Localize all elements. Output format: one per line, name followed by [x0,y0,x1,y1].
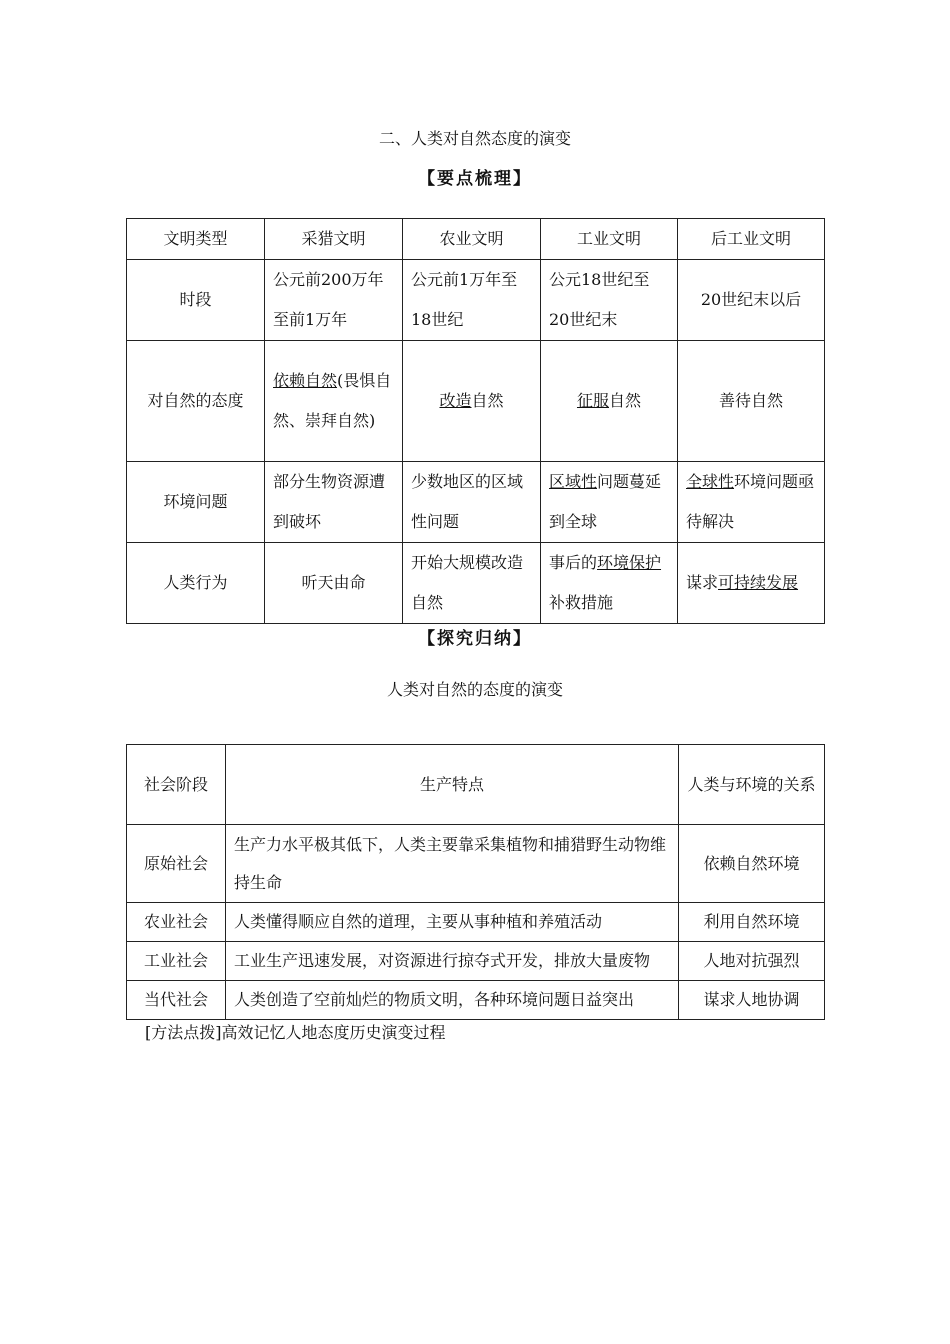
feature-cell: 工业生产迅速发展，对资源进行掠夺式开发，排放大量废物 [226,942,679,981]
method-tip: [方法点拨]高效记忆人地态度历史演变过程 [145,1023,446,1042]
table-cell [265,341,403,462]
society-table [126,744,825,1020]
cell-text: 补救措施 [549,593,614,612]
underlined-term: 全球性 [686,472,735,491]
feature-cell: 人类创造了空前灿烂的物质文明，各种环境问题日益突出 [226,981,679,1020]
relation-cell: 谋求人地协调 [679,981,825,1020]
table-row [127,341,825,462]
stage-cell: 原始社会 [127,825,226,903]
table-header-row [127,745,825,825]
subtitle: 人类对自然的态度的演变 [386,680,563,699]
table-cell [678,543,825,624]
row-label: 时段 [127,260,265,341]
table-row [127,543,825,624]
table-cell [541,462,678,543]
underlined-term: 改造 [439,391,472,410]
table-cell: 20世纪末以后 [678,260,825,341]
table-row [127,942,825,981]
civilization-table [126,218,825,624]
table-row [127,903,825,942]
table-header-row [127,219,825,260]
feature-cell: 生产力水平极其低下，人类主要靠采集植物和捕猎野生动物维持生命 [226,825,679,903]
table-cell [678,462,825,543]
table-cell: 少数地区的区域性问题 [403,462,541,543]
relation-cell: 人地对抗强烈 [679,942,825,981]
underlined-term: 征服 [576,391,609,410]
table-row [127,981,825,1020]
table-cell: 开始大规模改造自然 [403,543,541,624]
cell-text: 事后的 [549,553,598,572]
table-cell: 听天由命 [265,543,403,624]
table-row [127,825,825,903]
header-cell: 生产特点 [226,745,679,825]
cell-text: 谋求 [686,573,719,592]
table-row [127,260,825,341]
table-cell [403,341,541,462]
heading-key-points: 【要点梳理】 [418,169,532,189]
cell-text: 自然 [609,391,642,410]
stage-cell: 农业社会 [127,903,226,942]
underlined-term: 区域性 [549,472,598,491]
relation-cell: 依赖自然环境 [679,825,825,903]
header-cell: 人类与环境的关系 [679,745,825,825]
header-cell: 工业文明 [541,219,678,260]
stage-cell: 当代社会 [127,981,226,1020]
table-cell: 公元前1万年至18世纪 [403,260,541,341]
table-cell [541,543,678,624]
relation-cell: 利用自然环境 [679,903,825,942]
heading-inquiry: 【探究归纳】 [418,629,532,649]
table-cell: 公元18世纪至20世纪末 [541,260,678,341]
feature-cell: 人类懂得顺应自然的道理，主要从事种植和养殖活动 [226,903,679,942]
header-cell: 社会阶段 [127,745,226,825]
cell-text: 环境问题亟待解决 [686,472,815,531]
stage-cell: 工业社会 [127,942,226,981]
row-label: 对自然的态度 [127,341,265,462]
table-cell: 部分生物资源遭到破坏 [265,462,403,543]
underlined-term: 依赖自然 [273,371,338,390]
table-row [127,462,825,543]
cell-text: 问题蔓延到全球 [549,472,662,531]
cell-text: (畏惧自然、崇拜自然) [273,371,392,430]
table-cell [541,341,678,462]
section-title: 二、人类对自然态度的演变 [378,129,571,148]
header-cell: 农业文明 [403,219,541,260]
row-label: 环境问题 [127,462,265,543]
header-cell: 采猎文明 [265,219,403,260]
table-cell: 善待自然 [678,341,825,462]
underlined-term: 环境保护 [597,553,662,572]
underlined-term: 可持续发展 [718,573,799,592]
header-cell: 文明类型 [127,219,265,260]
table-cell: 公元前200万年至前1万年 [265,260,403,341]
cell-text: 自然 [471,391,504,410]
row-label: 人类行为 [127,543,265,624]
header-cell: 后工业文明 [678,219,825,260]
